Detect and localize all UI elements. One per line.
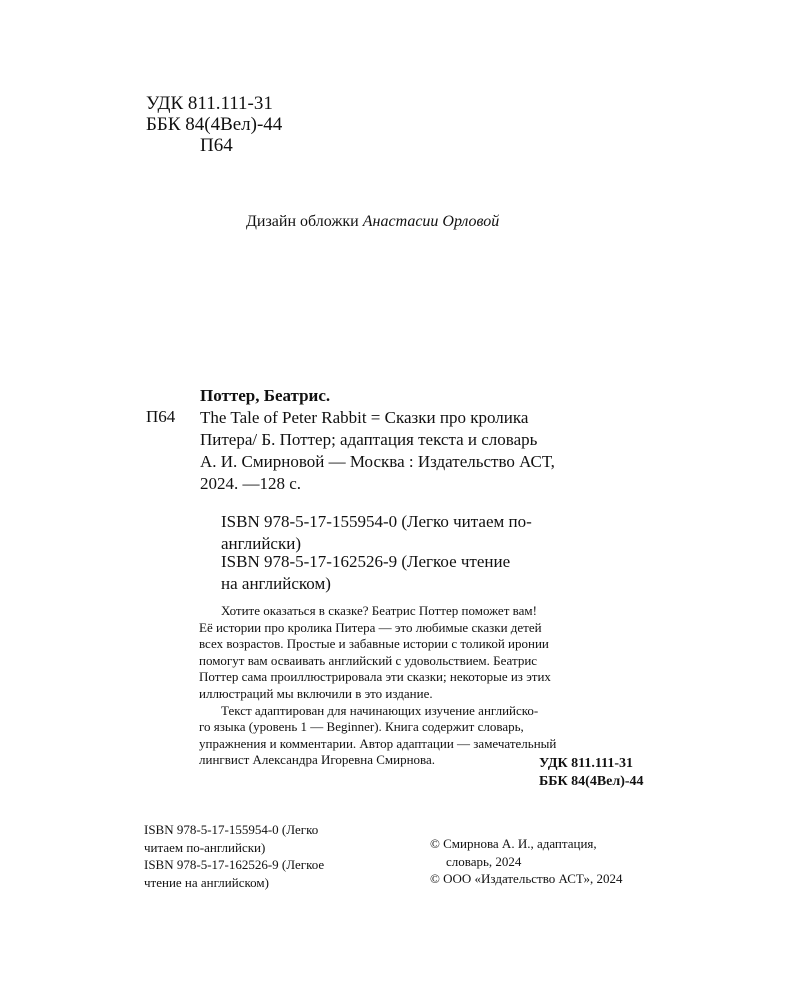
bottom-isbn-line: читаем по-английски) (144, 839, 266, 855)
isbn-line: ISBN 978-5-17-155954-0 (Легко читаем по- (221, 512, 532, 531)
cover-design-credit (246, 213, 499, 231)
isbn-line: на английском) (221, 574, 331, 593)
annotation-line: Текст адаптирован для начинающих изучение английско- (221, 702, 539, 718)
isbn-entry (221, 511, 532, 555)
cover-designer-name: Анастасии Орловой (362, 213, 500, 230)
annotation-line: лингвист Александра Игоревна Смирнова. (199, 752, 436, 768)
annotation (199, 603, 696, 769)
annotation-line: го языка (уровень 1 — Beginner). Книга содержит словарь, (199, 719, 524, 735)
author-mark: П64 (200, 135, 233, 156)
copyright-block (430, 835, 623, 888)
right-udk-code: УДК 811.111-31 (539, 756, 633, 771)
entry-author: Поттер, Беатрис. (200, 386, 331, 405)
annotation-line: Хотите оказаться в сказке? Беатрис Поттер поможет вам! (221, 603, 537, 618)
copyright-line: © ООО «Издательство АСТ», 2024 (430, 871, 623, 886)
annotation-line: иллюстраций мы включили в это издание. (199, 685, 433, 701)
isbn-line: ISBN 978-5-17-162526-9 (Легкое чтение (221, 552, 511, 571)
entry-author-mark: П64 (146, 407, 176, 426)
annotation-line: помогут вам осваивать английский с удовольствием. Беатрис (199, 652, 538, 668)
bottom-isbn-line: чтение на английском) (144, 874, 269, 890)
biblio-line: А. И. Смирновой — Москва : Издательство АСТ, (200, 452, 555, 471)
annotation-line: Поттер сама проиллюстрировала эти сказки; некоторые из этих (199, 669, 551, 685)
right-classification (539, 755, 644, 791)
annotation-line: всех возрастов. Простые и забавные истории с толикой иронии (199, 636, 549, 652)
biblio-line: Питера/ Б. Поттер; адаптация текста и словарь (200, 430, 538, 449)
bibliographic-description (200, 407, 700, 495)
isbn-entry (221, 551, 510, 595)
biblio-line: 2024. —128 с. (200, 474, 302, 493)
bottom-isbn-line: ISBN 978-5-17-162526-9 (Легкое (144, 857, 325, 872)
biblio-line: The Tale of Peter Rabbit = Сказки про кролика (200, 408, 529, 427)
udk-code: УДК 811.111-31 (146, 93, 273, 114)
right-bbk-code: ББК 84(4Вел)-44 (539, 774, 644, 789)
classification-block (146, 93, 282, 156)
bottom-isbn-line: ISBN 978-5-17-155954-0 (Легко (144, 822, 319, 837)
annotation-line: упражнения и комментарии. Автор адаптации — замечательный (199, 735, 557, 751)
copyright-line: © Смирнова А. И., адаптация, (430, 836, 597, 851)
bbk-code: ББК 84(4Вел)-44 (146, 114, 283, 135)
annotation-line: Её истории про кролика Питера — это любимые сказки детей (199, 619, 542, 635)
copyright-line: словарь, 2024 (446, 853, 522, 869)
bottom-isbn-block (144, 821, 324, 891)
cover-design-prefix: Дизайн обложки (246, 213, 359, 230)
isbn-line: английски) (221, 534, 301, 553)
